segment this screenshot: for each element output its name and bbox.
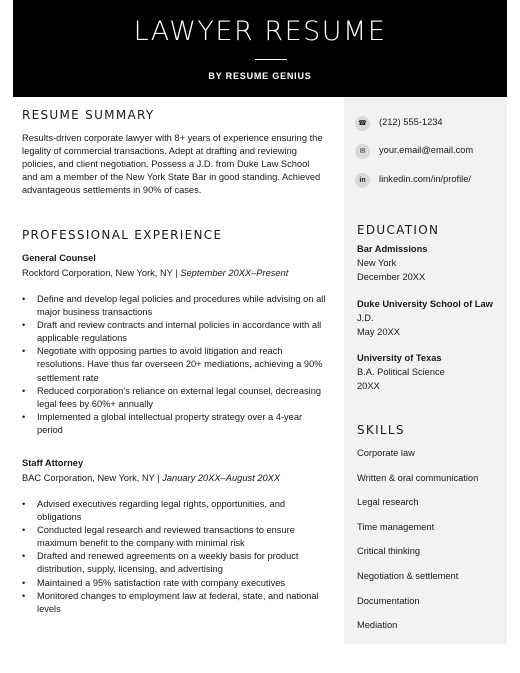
summary-section [22, 108, 327, 197]
job-meta [22, 268, 327, 278]
header-divider [255, 59, 287, 60]
bullet-item [22, 411, 327, 437]
bullet-dot: • [22, 320, 26, 331]
bullet-dot: • [22, 411, 26, 422]
bullet-text: Drafted and renewed agreements on a weekly basis for product distribution, supply, licensing, and advertising [37, 551, 299, 575]
summary-heading: RESUME SUMMARY [22, 108, 155, 122]
bullet-item [22, 524, 327, 550]
bullet-text: Reduced corporation’s reliance on external legal counsel, decreasing legal fees by 60%+ annually [37, 385, 322, 409]
education-date: December 20XX [357, 272, 426, 282]
bullet-dot: • [22, 577, 26, 588]
education-detail: B.A. Political Science [357, 367, 445, 377]
skill-item: Legal research [357, 497, 419, 507]
skill-item: Mediation [357, 620, 398, 630]
education-date: 20XX [357, 381, 380, 391]
resume-title: LAWYER RESUME [133, 16, 387, 47]
email-icon: ✉ [355, 144, 370, 159]
resume-byline: BY RESUME GENIUS [208, 71, 312, 81]
job-entry [22, 458, 327, 616]
phone-text: (212) 555-1234 [379, 117, 443, 127]
bullet-text: Negotiate with opposing parties to avoid litigation and reach resolutions. Have thus far overseen 20+ mediations, achieving a 90% settlement rate [37, 346, 323, 383]
education-date: May 20XX [357, 327, 400, 337]
bullet-dot: • [22, 551, 26, 562]
skill-item: Documentation [357, 596, 420, 606]
bullet-item [22, 345, 327, 384]
bullet-dot: • [22, 525, 26, 536]
education-item [357, 244, 505, 282]
bullet-item [22, 293, 327, 319]
bullet-text: Monitored changes to employment law at federal, state, and national levels [37, 590, 319, 614]
summary-text: Results-driven corporate lawyer with 8+ years of experience ensuring the legality of commercial transactions. Adept at drafting and reviewing policies, and client negotiation. Possess a J.D. from Duke Law School and am a member of the New York State Bar in good standing. Achieved advantageous settlements in 90% of cases. [22, 133, 323, 196]
education-item [357, 353, 505, 391]
job-company: BAC Corporation, New York, NY | [22, 473, 163, 483]
education-heading: EDUCATION [357, 223, 440, 237]
job-meta [22, 473, 327, 483]
bullet-item [22, 498, 327, 524]
skills-heading: SKILLS [357, 423, 405, 437]
skill-item: Time management [357, 522, 435, 532]
skill-item: Written & oral communication [357, 473, 479, 483]
linkedin-link[interactable]: linkedin.com/in/profile/ [379, 174, 471, 184]
linkedin-icon: in [355, 173, 370, 188]
bullet-item [22, 385, 327, 411]
bullet-text: Advised executives regarding legal rights, opportunities, and obligations [37, 499, 286, 523]
job-entry [22, 253, 327, 437]
bullet-dot: • [22, 346, 26, 357]
bullet-item [22, 319, 327, 345]
education-item [357, 299, 505, 337]
experience-heading: PROFESSIONAL EXPERIENCE [22, 228, 223, 242]
education-name: Duke University School of Law [357, 299, 493, 309]
job-title: Staff Attorney [22, 458, 84, 468]
education-detail: J.D. [357, 313, 374, 323]
skill-item: Negotiation & settlement [357, 571, 459, 581]
bullet-item [22, 577, 327, 590]
phone-icon: ☎ [355, 116, 370, 131]
job-title: General Counsel [22, 253, 96, 263]
education-detail: New York [357, 258, 397, 268]
bullet-text: Maintained a 95% satisfaction rate with company executives [37, 577, 286, 588]
bullet-text: Implemented a global intellectual property strategy over a 4-year period [37, 411, 303, 435]
bullet-text: Conducted legal research and reviewed transactions to ensure maximum benefit to the company with minimal risk [37, 525, 295, 549]
job-bullets [22, 498, 327, 616]
sidebar [344, 97, 507, 644]
bullet-dot: • [22, 499, 26, 509]
bullet-dot: • [22, 590, 26, 601]
resume-header [13, 0, 507, 97]
bullet-item [22, 550, 327, 576]
skill-item: Corporate law [357, 448, 415, 458]
education-name: Bar Admissions [357, 244, 428, 254]
job-bullets [22, 293, 327, 437]
bullet-dot: • [22, 294, 26, 304]
email-link[interactable]: your.email@email.com [379, 145, 474, 155]
bullet-text: Draft and review contracts and internal policies in accordance with all applicable regulations [37, 320, 322, 344]
job-dates: September 20XX–Present [180, 268, 289, 278]
bullet-text: Define and develop legal policies and procedures while advising on all major business transactions [37, 294, 326, 318]
skill-item: Critical thinking [357, 546, 421, 556]
bullet-item [22, 590, 327, 616]
job-dates: January 20XX–August 20XX [162, 473, 281, 483]
main-column [22, 108, 327, 614]
job-company: Rockford Corporation, New York, NY | [22, 268, 181, 278]
bullet-dot: • [22, 385, 26, 396]
education-name: University of Texas [357, 353, 442, 363]
